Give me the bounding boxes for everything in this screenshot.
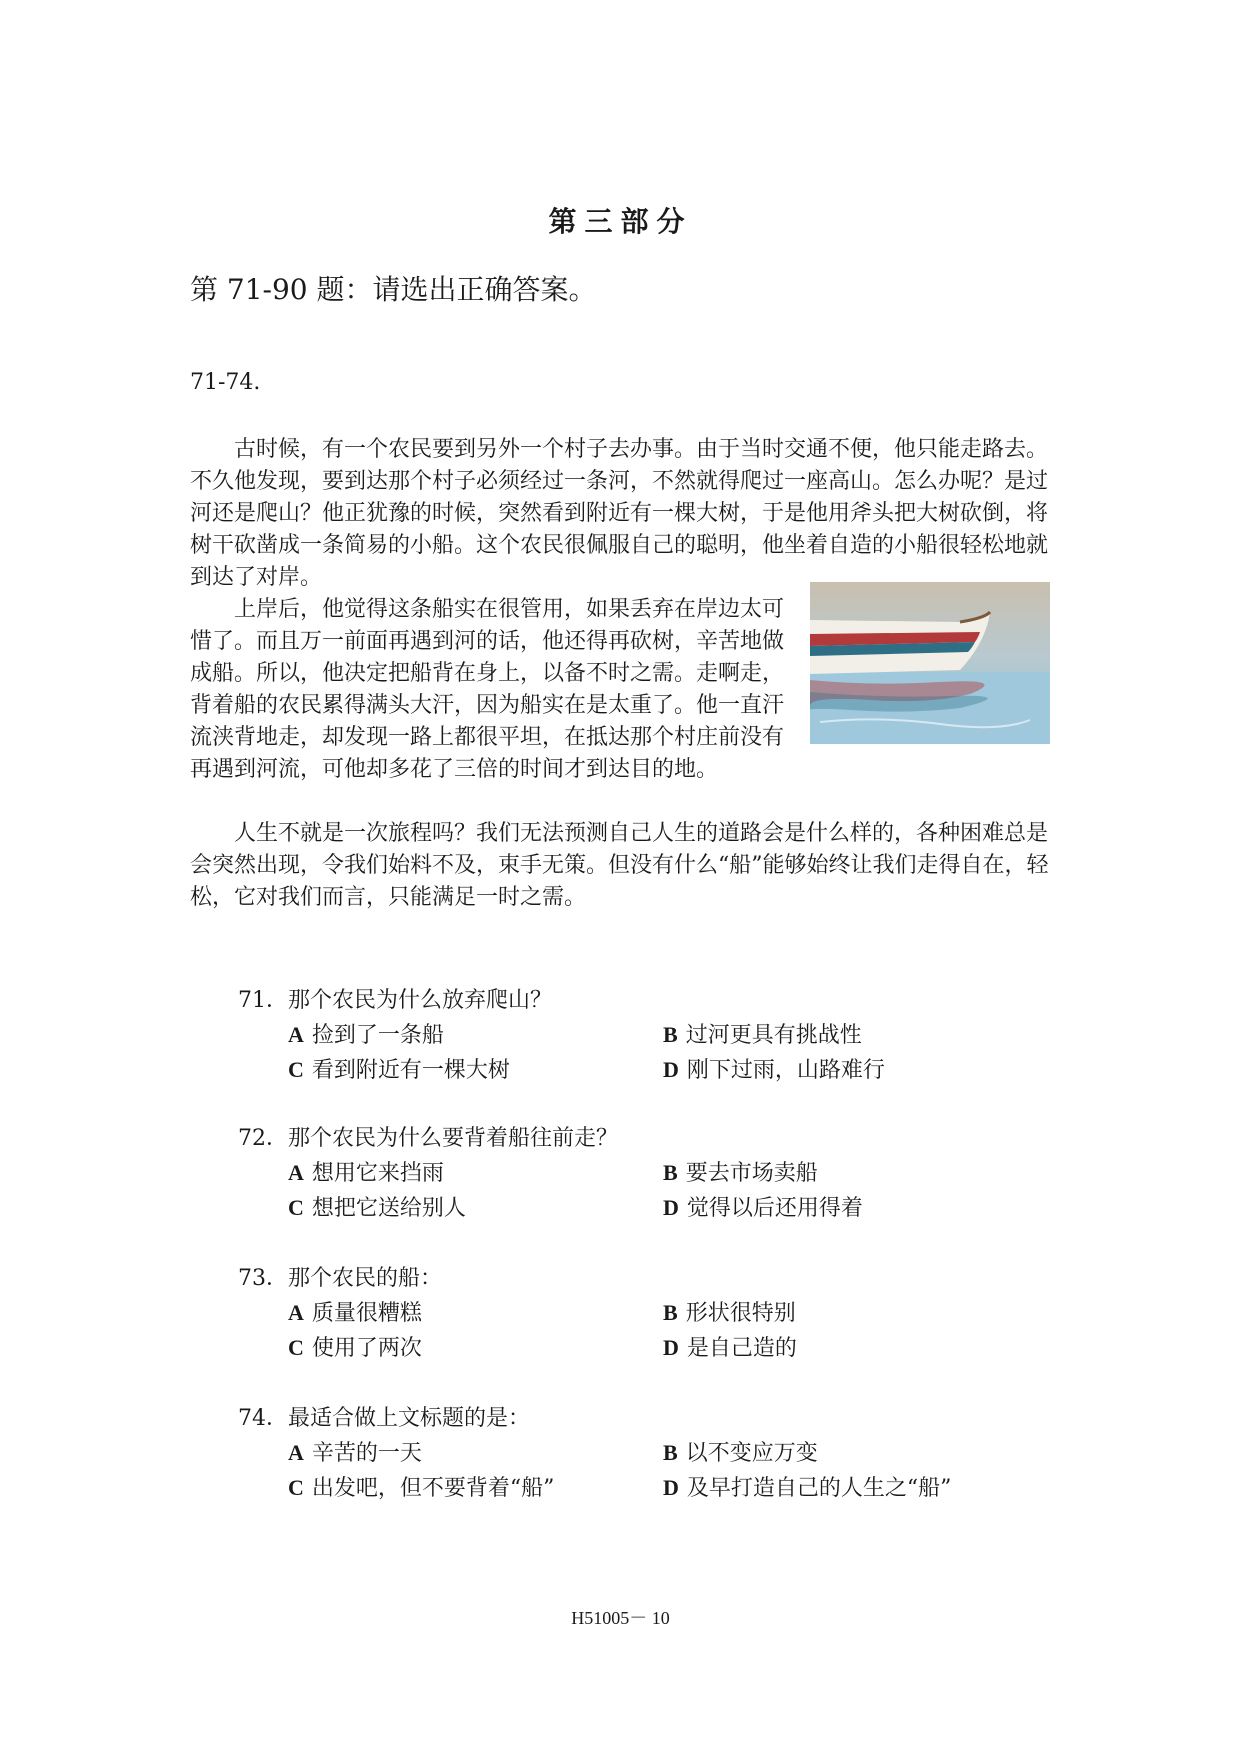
question-74 [238, 1402, 1038, 1506]
option-a[interactable]: A 辛苦的一天 [288, 1440, 422, 1466]
option-d[interactable]: D 觉得以后还用得着 [663, 1195, 863, 1221]
question-group-label: 71-74. [190, 370, 261, 395]
question-stem: 72．那个农民为什么要背着船往前走？ [238, 1126, 619, 1151]
question-stem: 73．那个农民的船： [238, 1266, 443, 1291]
option-d[interactable]: D 刚下过雨，山路难行 [663, 1057, 885, 1083]
option-c[interactable]: C 使用了两次 [288, 1335, 422, 1361]
question-stem: 74．最适合做上文标题的是： [238, 1406, 531, 1431]
passage-paragraph-3: 人生不就是一次旅程吗？我们无法预测自己人生的道路会是什么样的，各种困难总是会突然出现，令我们始料不及，束手无策。但没有什么“船”能够始终让我们走得自在，轻松，它对我们而言，只能满足一时之需。 [190, 821, 1049, 910]
option-b[interactable]: B 形状很特别 [663, 1300, 796, 1326]
option-d[interactable]: D 及早打造自己的人生之“船” [663, 1475, 952, 1501]
option-a[interactable]: A 想用它来挡雨 [288, 1160, 444, 1186]
instruction-text: 第 71-90 题：请选出正确答案。 [190, 273, 597, 306]
passage-paragraph-1: 古时候，有一个农民要到另外一个村子去办事。由于当时交通不便，他只能走路去。不久他发现，要到达那个村子必须经过一条河，不然就得爬过一座高山。怎么办呢？是过河还是爬山？他正犹豫的时候，突然看到附近有一棵大树，于是他用斧头把大树砍倒，将树干砍凿成一条简易的小船。这个农民很佩服自己的聪明，他坐着自造的小船很轻松地就到达了对岸。 [190, 437, 1049, 590]
option-b[interactable]: B 过河更具有挑战性 [663, 1022, 862, 1048]
option-a[interactable]: A 捡到了一条船 [288, 1022, 444, 1048]
option-c[interactable]: C 想把它送给别人 [288, 1195, 466, 1221]
question-stem: 71．那个农民为什么放弃爬山？ [238, 988, 553, 1013]
question-72 [238, 1122, 1038, 1226]
section-title: 第三部分 [548, 205, 693, 238]
option-c[interactable]: C 出发吧，但不要背着“船” [288, 1475, 555, 1501]
passage-paragraph-2: 上岸后，他觉得这条船实在很管用，如果丢弃在岸边太可惜了。而且万一前面再遇到河的话，他还得再砍树，辛苦地做成船。所以，他决定把船背在身上，以备不时之需。走啊走，背着船的农民累得满头大汗，因为船实在是太重了。他一直汗流浃背地走，却发现一路上都很平坦，在抵达那个村庄前没有再遇到河流，可他却多花了三倍的时间才到达目的地。 [190, 594, 1050, 786]
question-71 [238, 984, 1038, 1088]
boat-image [810, 582, 1050, 744]
option-c[interactable]: C 看到附近有一棵大树 [288, 1057, 510, 1083]
question-73 [238, 1262, 1038, 1366]
option-d[interactable]: D 是自己造的 [663, 1335, 797, 1361]
option-b[interactable]: B 要去市场卖船 [663, 1160, 818, 1186]
page-footer: H51005－ 10 [571, 1608, 670, 1628]
option-a[interactable]: A 质量很糟糕 [288, 1300, 422, 1326]
option-b[interactable]: B 以不变应万变 [663, 1440, 818, 1466]
